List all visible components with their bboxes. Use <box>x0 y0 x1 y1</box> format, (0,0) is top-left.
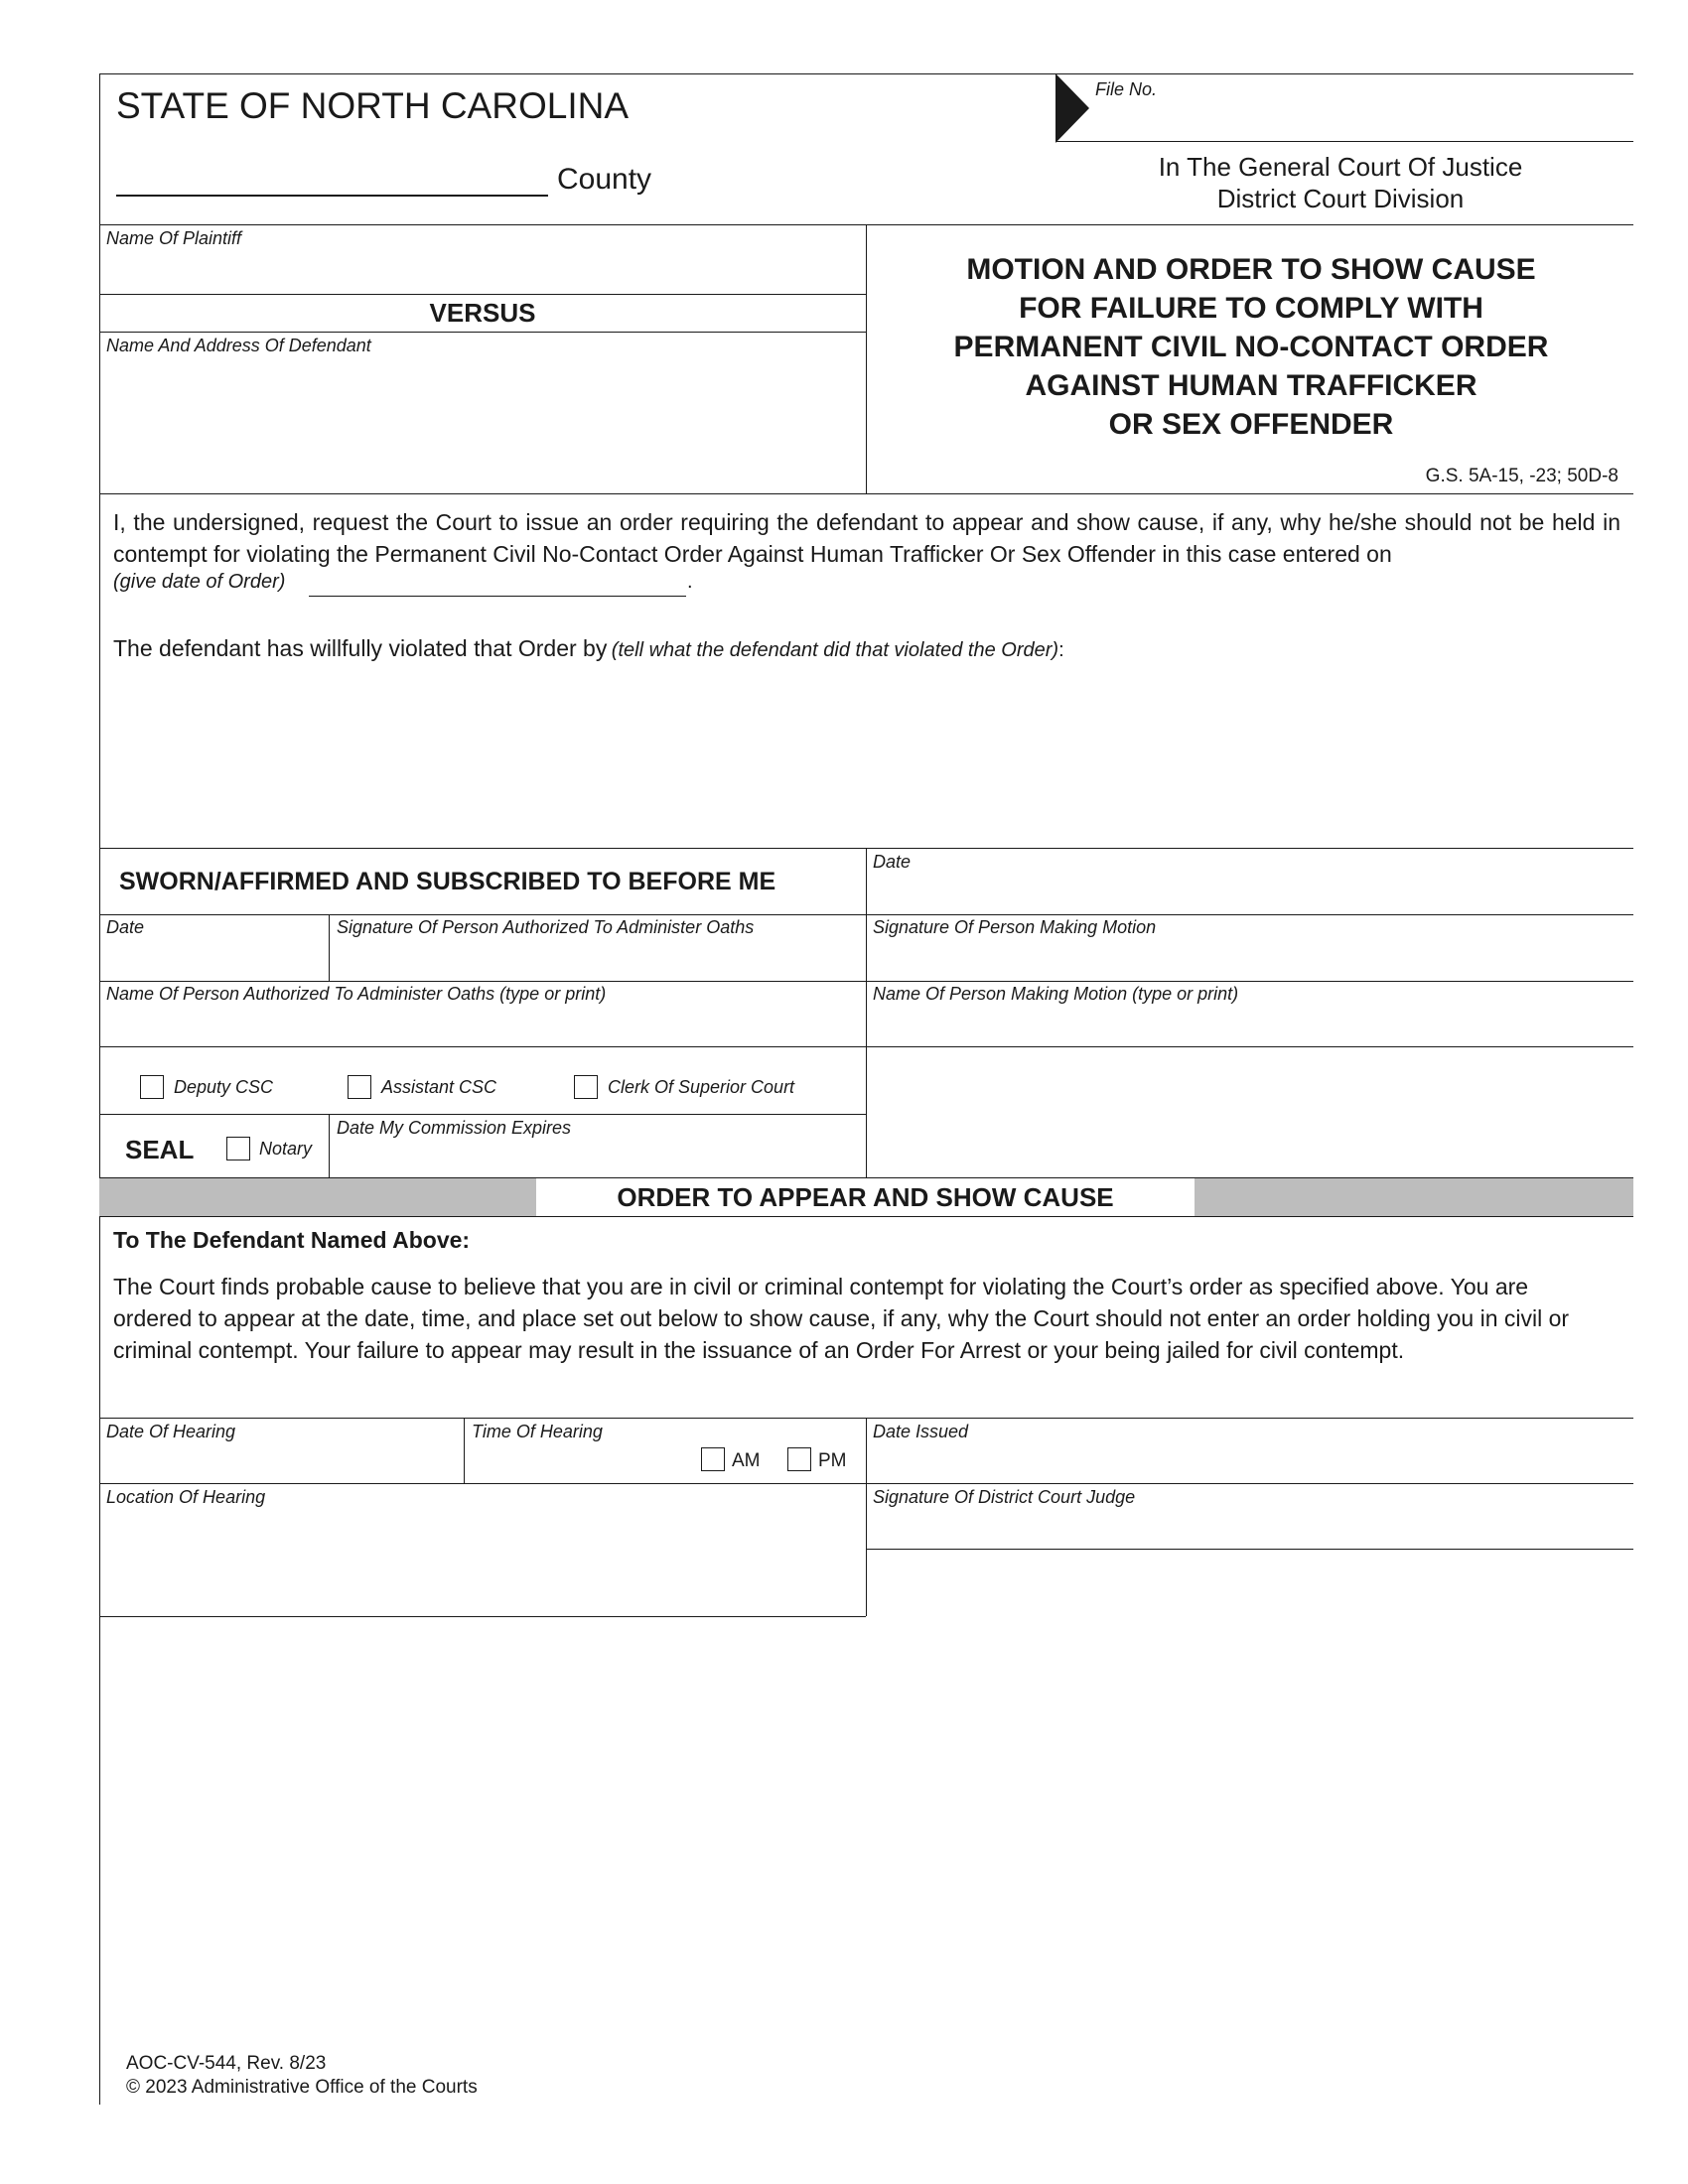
admin-name-label: Name Of Person Authorized To Administer Oaths (type or print) <box>106 984 607 1004</box>
order-banner-right <box>1195 1177 1633 1217</box>
admin-date-label: Date <box>106 917 145 937</box>
file-no-arrow-icon <box>1055 73 1089 143</box>
assistant-csc-label: Assistant CSC <box>381 1077 497 1097</box>
form-title-line: MOTION AND ORDER TO SHOW CAUSE <box>966 253 1536 286</box>
motion-signature-label: Signature Of Person Making Motion <box>873 917 1157 937</box>
commission-expires-label: Date My Commission Expires <box>337 1118 572 1138</box>
court-line-2: District Court Division <box>1216 184 1465 213</box>
hearing-location-field[interactable] <box>103 1509 860 1612</box>
defendant-label: Name And Address Of Defendant <box>106 336 371 355</box>
clerk-superior-label: Clerk Of Superior Court <box>608 1077 795 1097</box>
form-title-line: FOR FAILURE TO COMPLY WITH <box>1019 292 1483 325</box>
motion-name-field[interactable] <box>872 1006 1626 1043</box>
pm-checkbox[interactable] <box>787 1447 811 1471</box>
statute-reference: G.S. 5A-15, -23; 50D-8 <box>1425 466 1618 486</box>
hearing-location-label: Location Of Hearing <box>106 1487 266 1507</box>
copyright: © 2023 Administrative Office of the Courts <box>126 2077 478 2098</box>
date-issued-field[interactable] <box>872 1443 1626 1479</box>
admin-date-field[interactable] <box>103 939 324 977</box>
hearing-time-label: Time Of Hearing <box>472 1422 603 1441</box>
form-title-line: AGAINST HUMAN TRAFFICKER <box>1025 369 1477 402</box>
motion-date-field[interactable] <box>872 874 1626 911</box>
file-no-field[interactable] <box>1092 99 1628 139</box>
hearing-date-label: Date Of Hearing <box>106 1422 236 1441</box>
form-title <box>874 250 1628 444</box>
defendant-field[interactable] <box>103 359 860 488</box>
plaintiff-field[interactable] <box>103 250 860 292</box>
order-heading: ORDER TO APPEAR AND SHOW CAUSE <box>536 1177 1195 1217</box>
state-title: STATE OF NORTH CAROLINA <box>116 85 629 126</box>
notary-checkbox[interactable] <box>226 1137 250 1160</box>
notary-label: Notary <box>259 1139 313 1159</box>
court-line-1: In The General Court Of Justice <box>1158 152 1523 182</box>
motion-request-text: I, the undersigned, request the Court to issue an order requiring the defendant to appear and show cause, if any, why he/she should not be held in contempt for violating the Permanent Civil No-Contact Order Against Human Trafficker Or Sex Offender in this case entered on <box>113 509 1620 567</box>
order-date-field[interactable] <box>309 570 686 597</box>
admin-signature-label: Signature Of Person Authorized To Administer Oaths <box>337 917 755 937</box>
file-no-label: File No. <box>1095 79 1158 99</box>
judge-signature-label: Signature Of District Court Judge <box>873 1487 1136 1507</box>
order-text: The Court finds probable cause to believe that you are in civil or criminal contempt for violating the Court’s order as specified above. You are ordered to appear at the date, time, and place set out below to show cause, if any, why the Court should not enter an order holding you in civil or criminal contempt. Your failure to appear may result in the issuance of an Order For Arrest or your being jailed for civil contempt. <box>113 1274 1570 1363</box>
plaintiff-label: Name Of Plaintiff <box>106 228 242 248</box>
motion-date-label: Date <box>873 852 912 872</box>
order-date-label: (give date of Order) <box>113 571 286 593</box>
motion-signature-field[interactable] <box>872 939 1626 977</box>
county-field[interactable] <box>116 159 548 197</box>
county-label: County <box>557 163 652 196</box>
judge-signature-field[interactable] <box>872 1509 1626 1545</box>
violated-colon: : <box>1058 639 1064 661</box>
hearing-date-field[interactable] <box>103 1443 459 1479</box>
deputy-csc-checkbox[interactable] <box>140 1075 164 1099</box>
clerk-superior-checkbox[interactable] <box>574 1075 598 1099</box>
admin-name-field[interactable] <box>103 1006 860 1043</box>
motion-name-label: Name Of Person Making Motion (type or print) <box>873 984 1239 1004</box>
form-title-line: PERMANENT CIVIL NO-CONTACT ORDER <box>953 331 1549 363</box>
assistant-csc-checkbox[interactable] <box>348 1075 371 1099</box>
commission-expires-field[interactable] <box>334 1140 860 1173</box>
form-number: AOC-CV-544, Rev. 8/23 <box>126 2053 327 2074</box>
order-banner-left <box>99 1177 536 1217</box>
deputy-csc-label: Deputy CSC <box>174 1077 274 1097</box>
am-label: AM <box>732 1450 761 1471</box>
to-defendant-heading: To The Defendant Named Above: <box>113 1227 471 1253</box>
pm-label: PM <box>818 1450 847 1471</box>
sworn-heading: SWORN/AFFIRMED AND SUBSCRIBED TO BEFORE ME <box>119 868 776 895</box>
form-title-line: OR SEX OFFENDER <box>1108 408 1394 441</box>
hearing-time-field[interactable] <box>469 1443 697 1479</box>
violation-description-field[interactable] <box>109 675 1623 844</box>
violated-hint: (tell what the defendant did that violated the Order) <box>611 639 1059 661</box>
seal-label: SEAL <box>125 1135 195 1164</box>
versus-label: VERSUS <box>429 298 536 328</box>
admin-signature-field[interactable] <box>334 939 860 977</box>
date-issued-label: Date Issued <box>873 1422 969 1441</box>
violated-text: The defendant has willfully violated that Order by <box>113 635 608 661</box>
am-checkbox[interactable] <box>701 1447 725 1471</box>
